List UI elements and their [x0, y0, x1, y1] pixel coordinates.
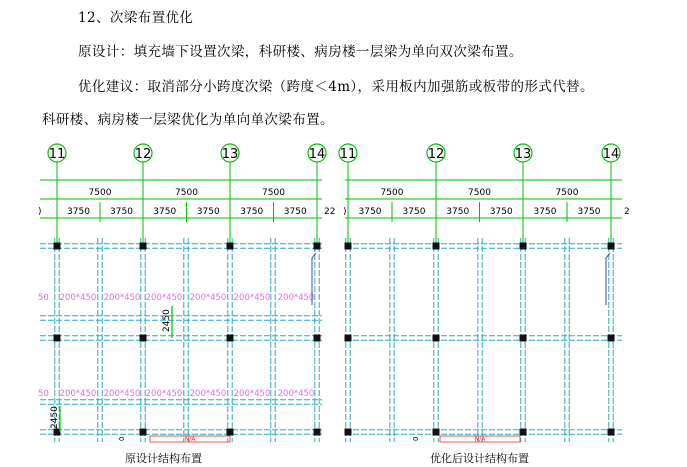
column — [345, 243, 352, 250]
half-span-dimension: 3750 — [489, 207, 513, 217]
span-dimension: 7500 — [175, 188, 198, 198]
bottom-mark: 0 — [118, 436, 126, 441]
edge-dimension-left: ) — [343, 207, 347, 217]
half-span-dimension: 3750 — [110, 207, 133, 217]
span-dimension: 7500 — [555, 188, 579, 198]
column — [314, 243, 321, 250]
column — [140, 335, 147, 342]
column — [140, 429, 147, 436]
half-span-dimension: 3750 — [533, 207, 557, 217]
column — [54, 243, 61, 250]
section-heading: 12、次梁布置优化 — [78, 10, 194, 26]
half-span-dimension: 3750 — [153, 207, 177, 217]
wall-marker — [606, 253, 610, 305]
half-span-dimension: 3750 — [577, 207, 601, 217]
axis-number: 14 — [308, 147, 326, 162]
beam-size-label: 200*450 — [189, 389, 227, 399]
half-span-dimension: 3750 — [196, 207, 220, 217]
column — [140, 243, 147, 250]
column — [608, 243, 615, 250]
suggestion-text-continued: 科研楼、病房楼一层梁优化为单向单次梁布置。 — [42, 112, 334, 128]
axis-number: 13 — [221, 147, 239, 162]
span-dimension: 7500 — [468, 188, 491, 198]
column — [227, 243, 234, 250]
half-span-dimension: 3750 — [402, 207, 426, 217]
column — [345, 429, 352, 436]
span-dimension: 7500 — [88, 188, 112, 198]
original-structure-drawing — [38, 144, 335, 443]
beam-size-label-edge: 50 — [38, 389, 49, 399]
beam-size-label-edge: 50 — [38, 293, 49, 303]
half-span-dimension: 3750 — [283, 207, 307, 217]
axis-number: 14 — [602, 147, 620, 162]
edge-dimension-left: ) — [38, 207, 42, 217]
column — [54, 335, 61, 342]
column — [314, 429, 321, 436]
beam-size-label: 200*450 — [189, 293, 227, 303]
original-drawing-caption: 原设计结构布置 — [125, 452, 202, 465]
beam-size-label: 200*450 — [103, 389, 141, 399]
beam-size-label: 200*450 — [59, 293, 97, 303]
axis-number: 11 — [339, 147, 357, 162]
beam-size-label: 200*450 — [145, 389, 183, 399]
beam-size-label: 200*450 — [145, 293, 183, 303]
suggestion-text: 优化建议：取消部分小跨度次梁（跨度＜4m），采用板内加强筋或板带的形式代替。 — [78, 79, 594, 95]
edge-dimension-right: 2 — [624, 207, 630, 217]
axis-number: 12 — [134, 147, 152, 162]
half-span-dimension: 3750 — [67, 207, 90, 217]
beam-size-label: 200*450 — [59, 389, 97, 399]
edge-dimension-right: 22 — [324, 207, 336, 217]
column — [520, 429, 527, 436]
bottom-red-mark: N/A — [474, 436, 486, 443]
half-span-dimension: 3750 — [240, 207, 264, 217]
column — [227, 429, 234, 436]
beam-size-label: 200*450 — [277, 293, 315, 303]
optimized-drawing-caption: 优化后设计结构布置 — [430, 452, 529, 465]
column — [227, 335, 234, 342]
bottom-mark: 0 — [412, 436, 420, 441]
bottom-red-mark: N/A — [184, 436, 196, 443]
half-span-dimension: 3750 — [358, 207, 382, 217]
dimension-2450: 2450 — [162, 309, 172, 332]
column — [520, 335, 527, 342]
column — [433, 243, 440, 250]
span-dimension: 7500 — [262, 188, 285, 198]
dimension-2450: 2450 — [50, 406, 60, 429]
axis-number: 11 — [48, 147, 66, 162]
beam-size-label: 200*450 — [103, 293, 141, 303]
half-span-dimension: 3750 — [446, 207, 470, 217]
column — [433, 429, 440, 436]
span-dimension: 7500 — [380, 188, 404, 198]
beam-size-label: 200*450 — [233, 389, 271, 399]
column — [520, 243, 527, 250]
column — [608, 429, 615, 436]
beam-size-label: 200*450 — [233, 293, 271, 303]
column — [345, 335, 352, 342]
axis-number: 12 — [427, 147, 445, 162]
beam-size-label: 200*450 — [277, 389, 315, 399]
optimized-structure-drawing — [339, 144, 630, 443]
column — [314, 335, 321, 342]
column — [608, 335, 615, 342]
column — [433, 335, 440, 342]
original-design-text: 原设计：填充墙下设置次梁，科研楼、病房楼一层梁为单向双次梁布置。 — [78, 44, 523, 60]
axis-number: 13 — [514, 147, 532, 162]
